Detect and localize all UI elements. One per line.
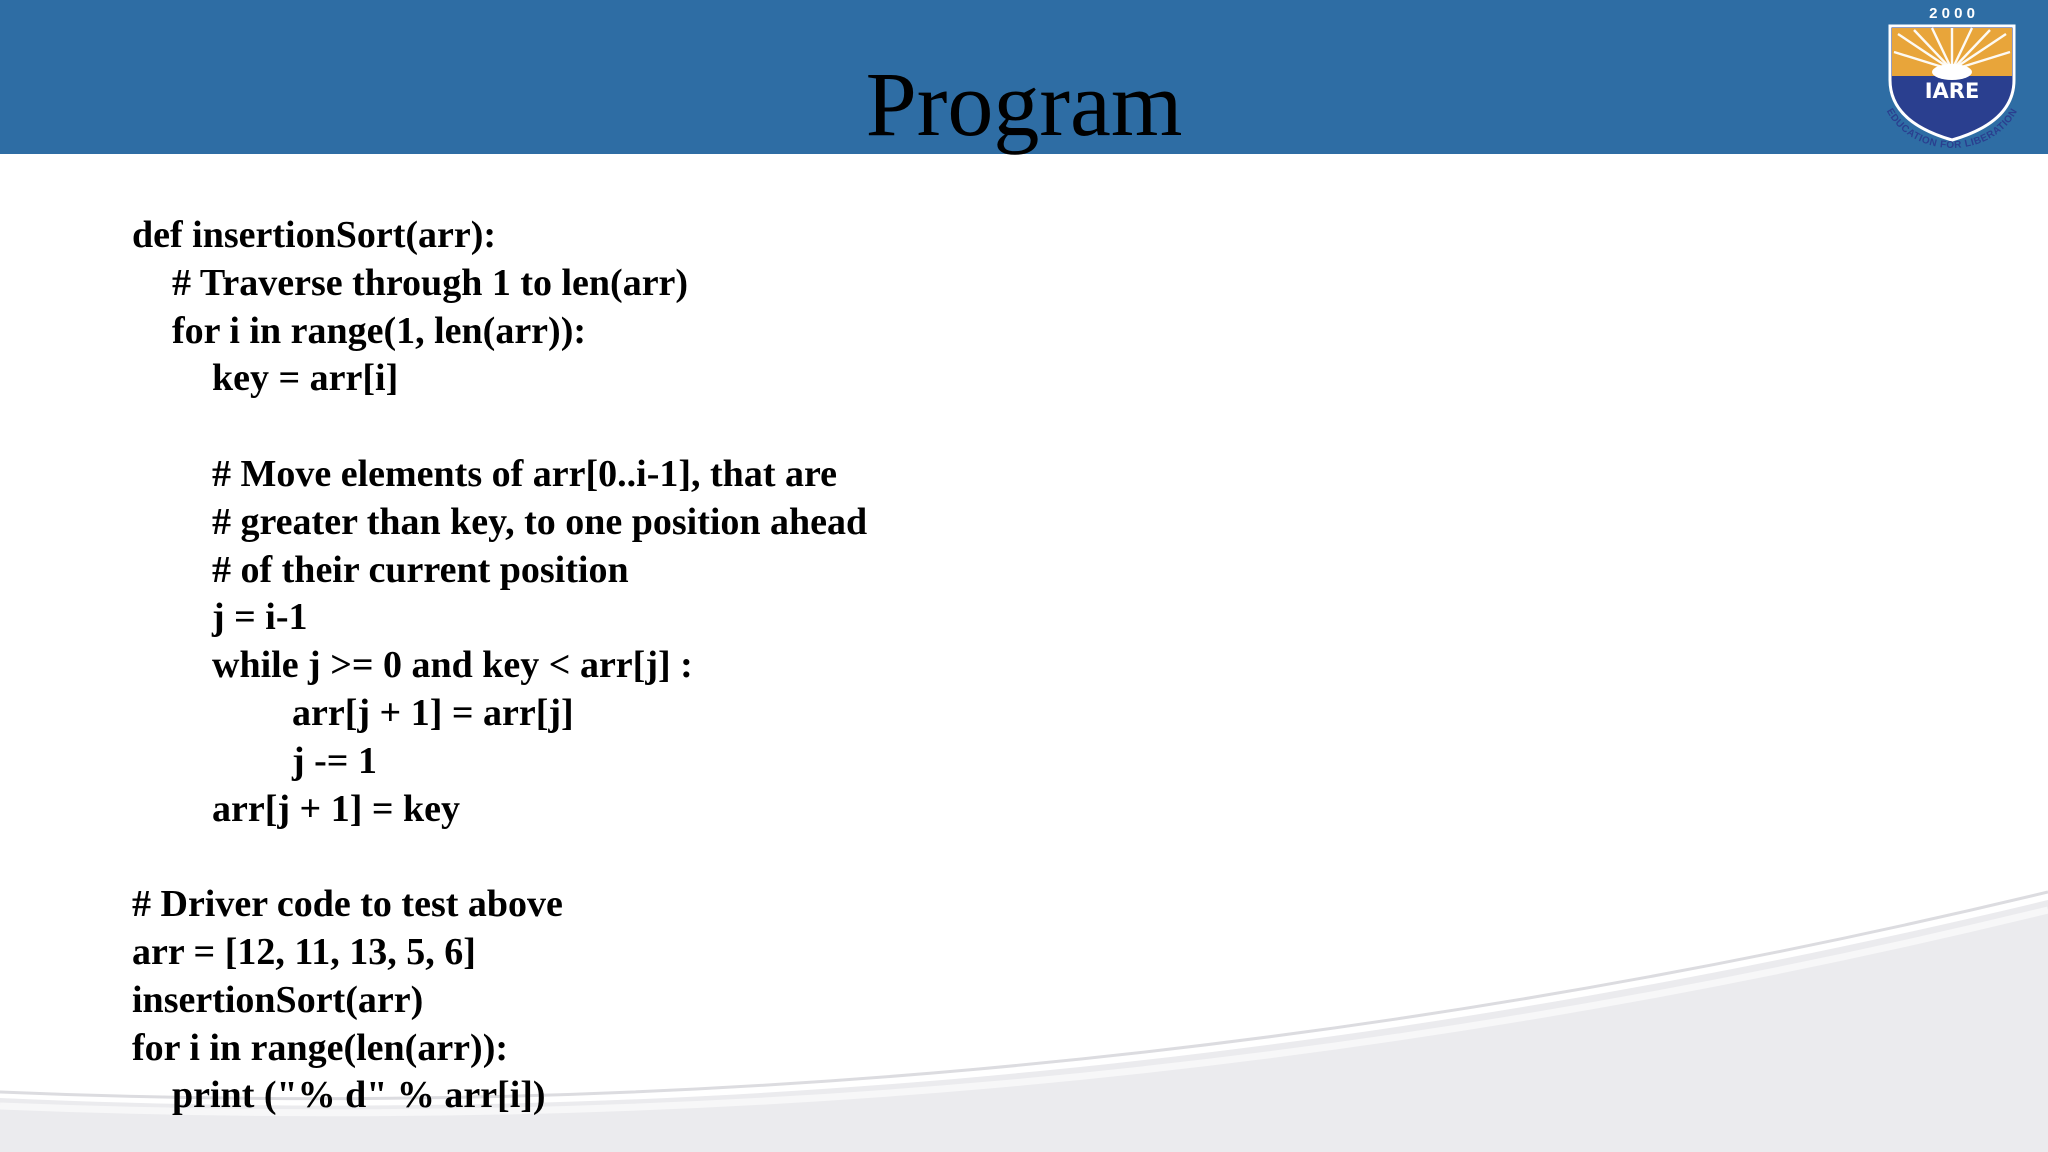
logo-year: 2 0 0 0 <box>1929 5 1975 22</box>
code-line: for i in range(len(arr)): <box>132 1026 509 1069</box>
code-line: arr[j + 1] = key <box>212 787 461 830</box>
code-line: # of their current position <box>212 548 629 591</box>
code-line: arr[j + 1] = arr[j] <box>292 691 574 734</box>
code-blank-line <box>132 403 867 451</box>
code-line: # Traverse through 1 to len(arr) <box>172 261 689 304</box>
code-line: j = i-1 <box>212 596 308 639</box>
code-block <box>132 212 867 1120</box>
slide-title: Program <box>865 53 1183 155</box>
code-line: def insertionSort(arr): <box>132 214 497 256</box>
logo-motto: EDUCATION FOR LIBERATION <box>1883 106 2021 152</box>
code-line: # Move elements of arr[0..i-1], that are <box>212 452 838 495</box>
code-line: while j >= 0 and key < arr[j] : <box>212 644 693 687</box>
code-line: # Driver code to test above <box>132 883 563 926</box>
logo-name: IARE <box>1924 79 1980 103</box>
code-line: for i in range(1, len(arr)): <box>172 309 587 352</box>
code-line: j -= 1 <box>292 739 377 782</box>
code-line: arr = [12, 11, 13, 5, 6] <box>132 930 476 973</box>
code-blank-line <box>132 833 867 881</box>
code-line: # greater than key, to one position ahead <box>212 500 868 543</box>
code-line: key = arr[i] <box>212 357 399 400</box>
code-line: print ("% d" % arr[i]) <box>172 1074 546 1117</box>
iare-logo <box>1862 0 2042 152</box>
code-line: insertionSort(arr) <box>132 978 424 1021</box>
